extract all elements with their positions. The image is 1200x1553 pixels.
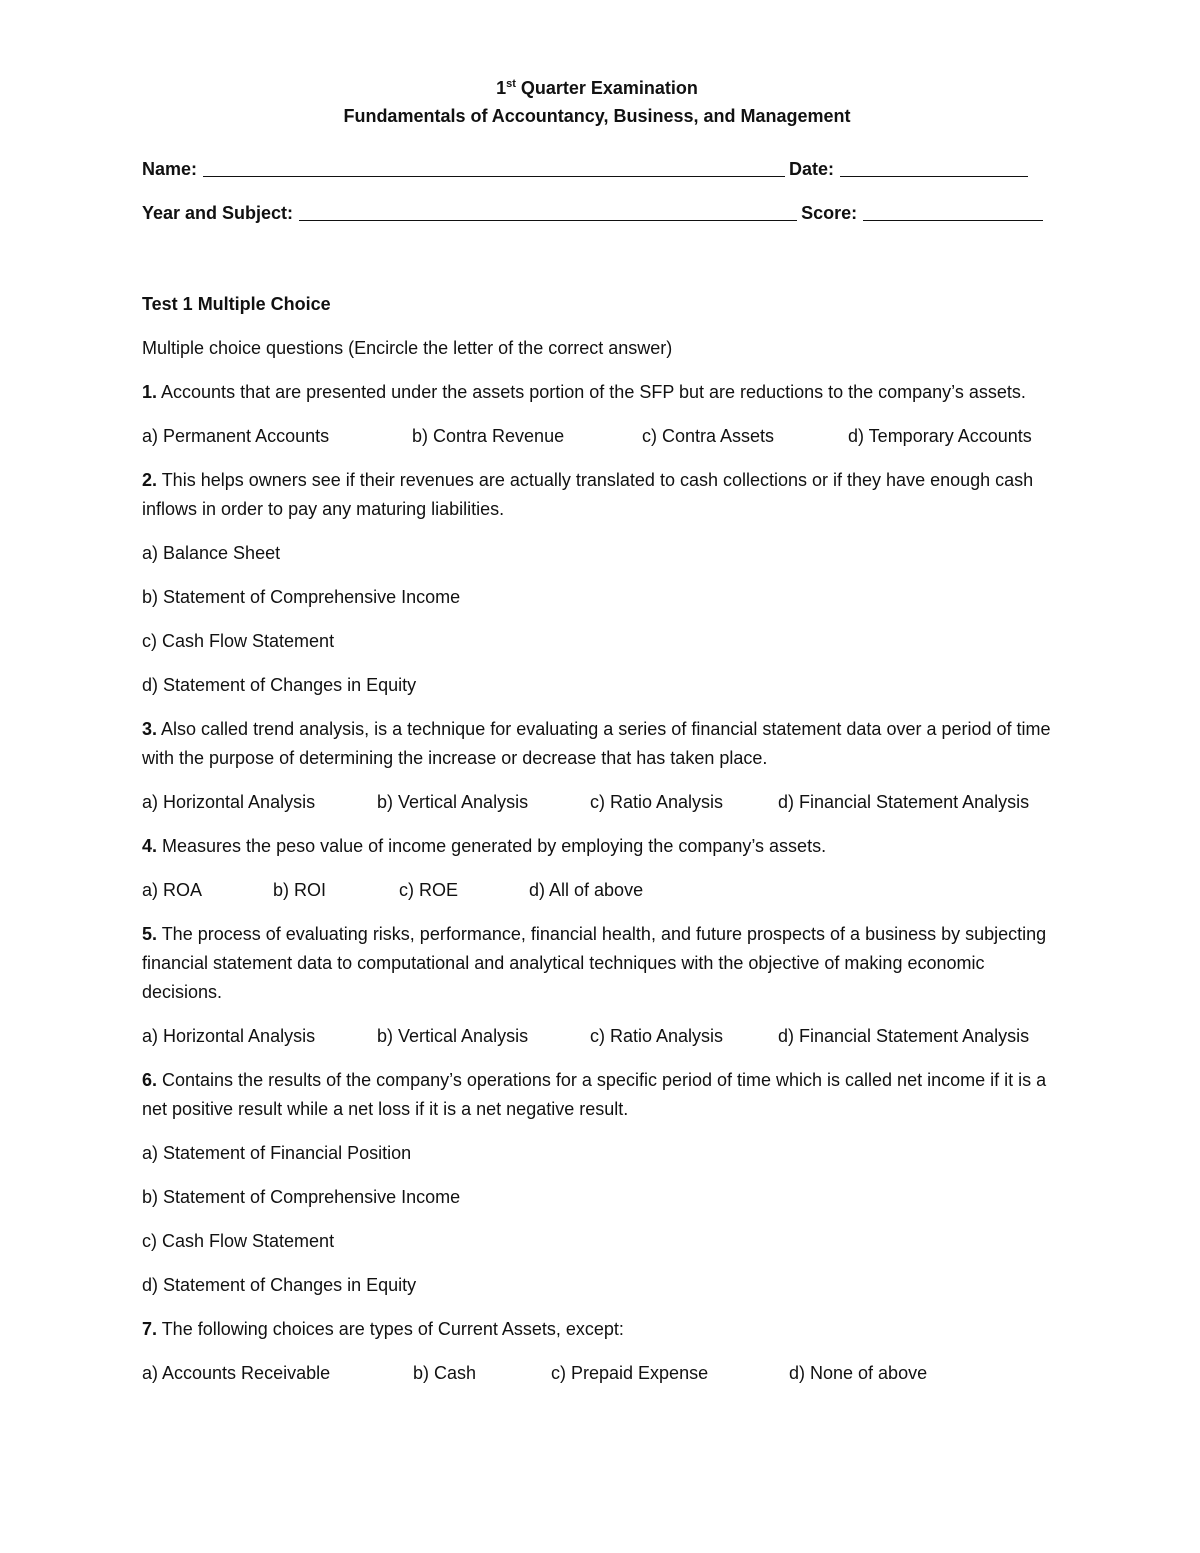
question-text: The following choices are types of Current Assets, except: <box>157 1319 624 1339</box>
choices-7 <box>142 1359 1052 1387</box>
choice-5a[interactable]: a) Horizontal Analysis <box>142 1026 316 1046</box>
choice-3c[interactable]: c) Ratio Analysis <box>590 792 724 812</box>
question-text: The process of evaluating risks, performance, financial health, and future prospects of a business by subjecting financial statement data to computational and analytical techniques with the objective of making economic decisions. <box>142 924 1047 1002</box>
choice-5c[interactable]: c) Ratio Analysis <box>590 1026 724 1046</box>
question-1 <box>142 378 1052 407</box>
choices-4 <box>142 876 1052 904</box>
choice-3d[interactable]: d) Financial Statement Analysis <box>778 792 1030 812</box>
question-text: Contains the results of the company’s operations for a specific period of time which is called net income if it is a net positive result while a net loss if it is a net negative result. <box>142 1070 1047 1119</box>
date-field-line[interactable] <box>840 156 1028 177</box>
choice-5b[interactable]: b) Vertical Analysis <box>377 1026 529 1046</box>
name-label: Name: <box>142 159 198 179</box>
question-text: Measures the peso value of income generated by employing the company’s assets. <box>157 836 827 856</box>
question-5 <box>142 920 1052 1007</box>
choice-4c[interactable]: c) ROE <box>399 880 459 900</box>
choice-1a[interactable]: a) Permanent Accounts <box>142 426 330 446</box>
choice-2d[interactable]: d) Statement of Changes in Equity <box>142 675 417 695</box>
question-text: Also called trend analysis, is a technique for evaluating a series of financial statement data over a period of time with the purpose of determining the increase or decrease that has taken place. <box>142 719 1051 768</box>
choices-5 <box>142 1022 1052 1050</box>
choices-1 <box>142 422 1052 450</box>
score-field-line[interactable] <box>863 200 1043 221</box>
name-field-line[interactable] <box>203 156 785 177</box>
choice-3a[interactable]: a) Horizontal Analysis <box>142 792 316 812</box>
question-number: 6. <box>142 1070 158 1090</box>
question-6 <box>142 1066 1052 1124</box>
question-number: 2. <box>142 470 158 490</box>
exam-title: 1st Quarter Examination <box>496 78 698 98</box>
question-4 <box>142 832 1052 861</box>
choice-7c[interactable]: c) Prepaid Expense <box>551 1363 709 1383</box>
year-subject-label: Year and Subject: <box>142 203 294 223</box>
choice-1b[interactable]: b) Contra Revenue <box>412 426 565 446</box>
choice-6d[interactable]: d) Statement of Changes in Equity <box>142 1275 417 1295</box>
question-number: 4. <box>142 836 158 856</box>
choice-1c[interactable]: c) Contra Assets <box>642 426 775 446</box>
choice-6b[interactable]: b) Statement of Comprehensive Income <box>142 1187 461 1207</box>
choice-7a[interactable]: a) Accounts Receivable <box>142 1363 331 1383</box>
question-text: Accounts that are presented under the assets portion of the SFP but are reductions to the company’s assets. <box>157 382 1026 402</box>
question-number: 7. <box>142 1319 158 1339</box>
choice-4d[interactable]: d) All of above <box>529 880 644 900</box>
choice-5d[interactable]: d) Financial Statement Analysis <box>778 1026 1030 1046</box>
choice-4a[interactable]: a) ROA <box>142 880 203 900</box>
question-number: 3. <box>142 719 158 739</box>
question-number: 5. <box>142 924 158 944</box>
question-text: This helps owners see if their revenues are actually translated to cash collections or if they have enough cash inflows in order to pay any maturing liabilities. <box>142 470 1034 519</box>
year-subject-field-line[interactable] <box>299 200 797 221</box>
choice-2a[interactable]: a) Balance Sheet <box>142 543 281 563</box>
choice-1d[interactable]: d) Temporary Accounts <box>848 426 1032 446</box>
exam-header <box>142 70 1052 130</box>
question-3 <box>142 715 1052 773</box>
choice-3b[interactable]: b) Vertical Analysis <box>377 792 529 812</box>
question-2 <box>142 466 1052 524</box>
question-7 <box>142 1315 1052 1344</box>
score-label: Score: <box>801 203 858 223</box>
choice-6a[interactable]: a) Statement of Financial Position <box>142 1143 412 1163</box>
choice-4b[interactable]: b) ROI <box>273 880 327 900</box>
choice-7d[interactable]: d) None of above <box>789 1363 928 1383</box>
test-instructions: Multiple choice questions (Encircle the letter of the correct answer) <box>142 338 673 358</box>
choice-2b[interactable]: b) Statement of Comprehensive Income <box>142 587 461 607</box>
question-number: 1. <box>142 382 158 402</box>
name-date-row <box>142 152 1052 180</box>
test-title: Test 1 Multiple Choice <box>142 294 331 314</box>
choice-7b[interactable]: b) Cash <box>413 1363 477 1383</box>
choice-6c[interactable]: c) Cash Flow Statement <box>142 1231 335 1251</box>
exam-subtitle: Fundamentals of Accountancy, Business, and Management <box>343 106 851 126</box>
year-score-row <box>142 196 1052 224</box>
choices-3 <box>142 788 1052 816</box>
date-label: Date: <box>789 159 835 179</box>
choice-2c[interactable]: c) Cash Flow Statement <box>142 631 335 651</box>
